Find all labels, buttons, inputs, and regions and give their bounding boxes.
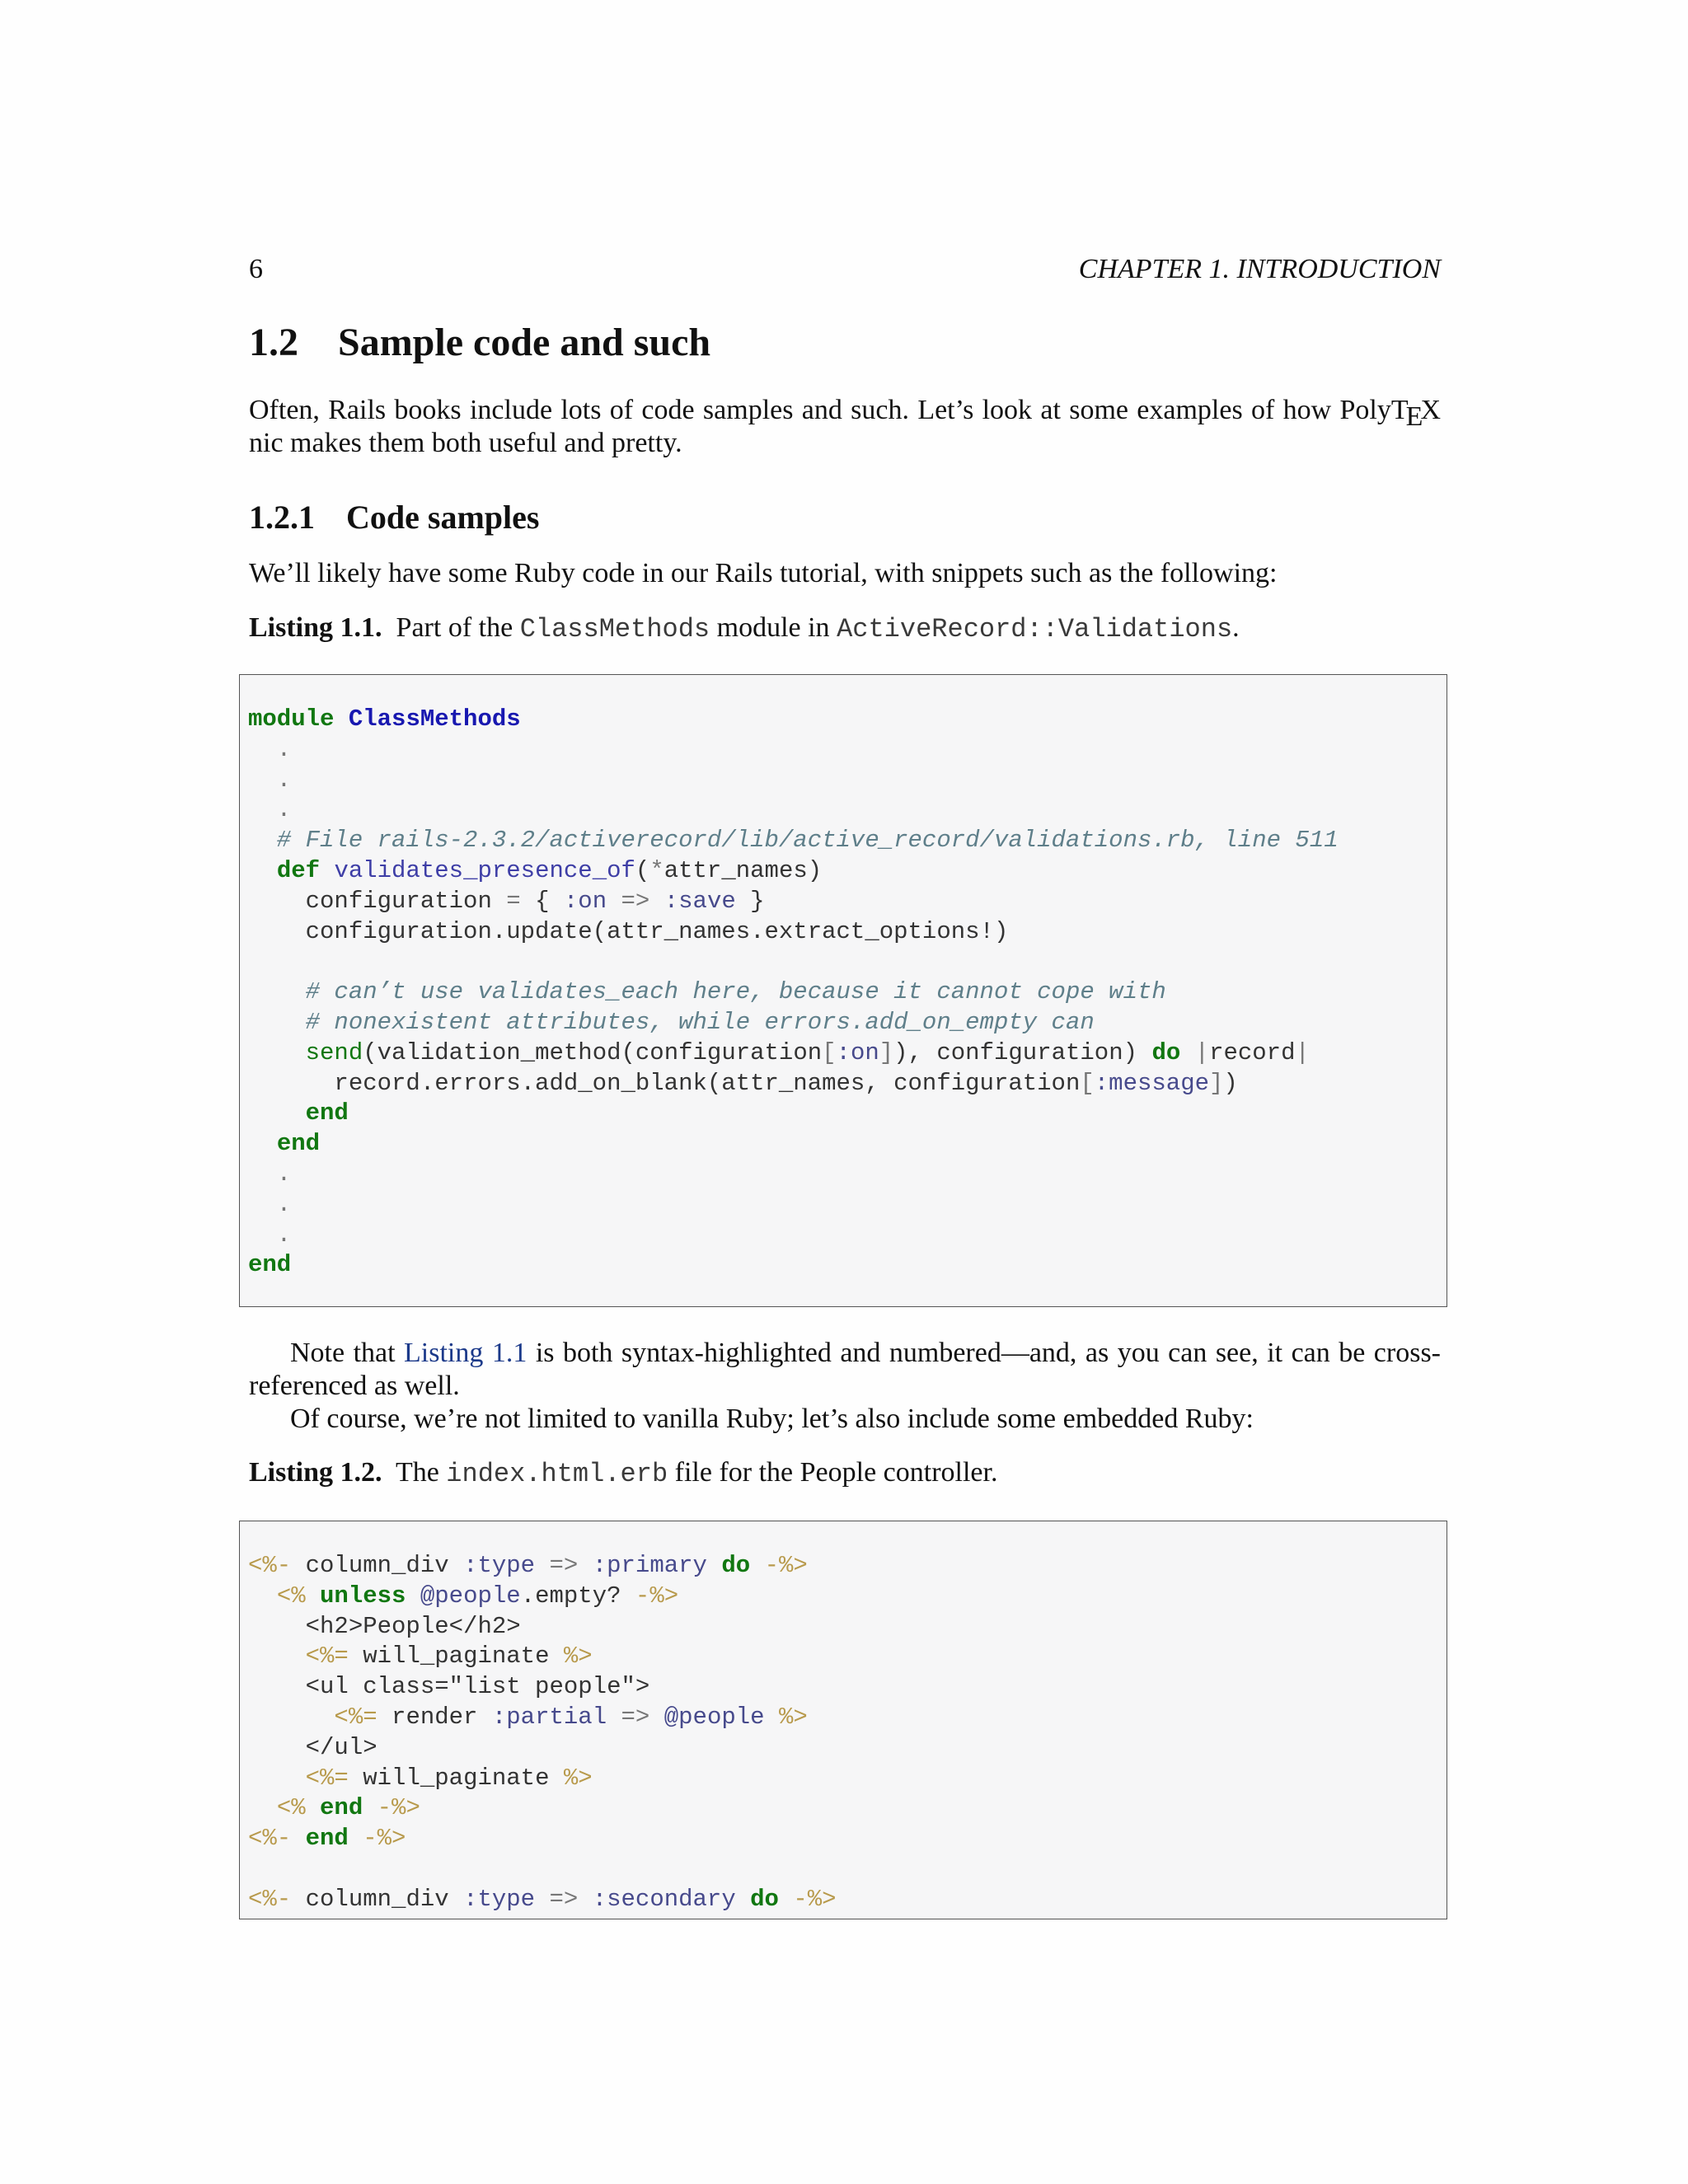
code-line: <%- column_div :type => :secondary do -%> xyxy=(248,1885,837,1913)
code-line: . xyxy=(248,796,292,824)
intro-text-a: Often, Rails books include lots of code samples and such. Let’s look at some examples of how Poly xyxy=(249,395,1391,425)
caption-text: module in xyxy=(716,612,830,643)
listing-1-caption xyxy=(249,612,1240,644)
code-line: configuration.update(attr_names.extract_options!) xyxy=(248,917,1009,945)
subsection-title: Code samples xyxy=(346,499,540,536)
code-line: end xyxy=(248,1251,292,1279)
code-line: end xyxy=(276,1130,321,1158)
code-line: <% end -%> xyxy=(276,1794,420,1822)
code-line: <%= will_paginate %> xyxy=(305,1643,593,1671)
intro-text-b: nic makes them both useful and pretty. xyxy=(249,428,682,458)
caption-text: The xyxy=(395,1457,439,1488)
tex-logo-e: E xyxy=(1405,401,1423,432)
tex-logo-x: X xyxy=(1420,395,1441,425)
caption-text: . xyxy=(1232,612,1240,643)
caption-text: Part of the xyxy=(396,612,513,643)
code-line: <%- column_div :type => :primary do -%> xyxy=(248,1552,808,1579)
subsection-heading xyxy=(249,498,539,537)
code-line: . xyxy=(248,1190,292,1218)
code-line: module ClassMethods xyxy=(248,705,521,733)
code-line: end xyxy=(305,1099,349,1127)
code-listing-1 xyxy=(239,674,1447,1307)
tex-logo-t: T xyxy=(1390,395,1409,425)
section-intro xyxy=(249,394,1441,460)
code-line: . xyxy=(248,735,292,763)
page-number: 6 xyxy=(249,254,263,284)
note-text: Note that xyxy=(290,1338,405,1368)
code-line: configuration = { :on => :save } xyxy=(248,887,765,915)
caption-text: file for the People controller. xyxy=(674,1457,998,1488)
note-paragraph xyxy=(249,1337,1441,1403)
running-head: CHAPTER 1. INTRODUCTION xyxy=(1078,254,1441,284)
listing-2-caption xyxy=(249,1457,997,1489)
code-line: . xyxy=(248,1221,292,1249)
code-line: . xyxy=(248,1160,292,1188)
code-line: <ul class="list people"> xyxy=(248,1673,650,1701)
code-listing-2 xyxy=(239,1521,1447,1919)
code-line: <%= render :partial => @people %> xyxy=(334,1703,808,1731)
code-line: send(validation_method(configuration[:on]), configuration) do |record| xyxy=(305,1038,1310,1066)
code-line: <% unless @people.empty? -%> xyxy=(276,1582,679,1610)
code-line: <%= will_paginate %> xyxy=(305,1764,593,1792)
code-line: record.errors.add_on_blank(attr_names, configuration[:message]) xyxy=(248,1069,1238,1097)
caption-code: ActiveRecord::Validations xyxy=(837,614,1233,644)
note-text: is both syntax-highlighted and numbered—and, as you can see, it can be cross-referenced as well. xyxy=(249,1338,1441,1401)
code-line: </ul> xyxy=(248,1733,377,1761)
course-paragraph: Of course, we’re not limited to vanilla Ruby; let’s also include some embedded Ruby: xyxy=(290,1404,1254,1434)
listing-1-link[interactable]: Listing 1.1 xyxy=(404,1338,528,1368)
section-title: Sample code and such xyxy=(338,321,711,364)
code-comment: # can’t use validates_each here, because it cannot cope with xyxy=(248,978,1166,1006)
code-line: <h2>People</h2> xyxy=(248,1612,521,1640)
listing-1-label: Listing 1.1. xyxy=(249,612,382,643)
listing-2-label: Listing 1.2. xyxy=(249,1457,382,1488)
code-line: . xyxy=(248,766,292,794)
caption-code: index.html.erb xyxy=(446,1459,668,1489)
tex-logo xyxy=(1390,394,1441,432)
code-comment: # nonexistent attributes, while errors.add_on_empty can xyxy=(248,1008,1095,1036)
subsection-intro: We’ll likely have some Ruby code in our Rails tutorial, with snippets such as the following: xyxy=(249,558,1278,588)
caption-code: ClassMethods xyxy=(519,614,710,644)
code-line: <%- end -%> xyxy=(248,1825,406,1853)
subsection-number: 1.2.1 xyxy=(249,499,315,536)
section-heading xyxy=(249,320,710,365)
code-comment: # File rails-2.3.2/activerecord/lib/active_record/validations.rb, line 511 xyxy=(248,827,1339,855)
code-line: def validates_presence_of(*attr_names) xyxy=(276,856,823,884)
section-number: 1.2 xyxy=(249,321,298,364)
